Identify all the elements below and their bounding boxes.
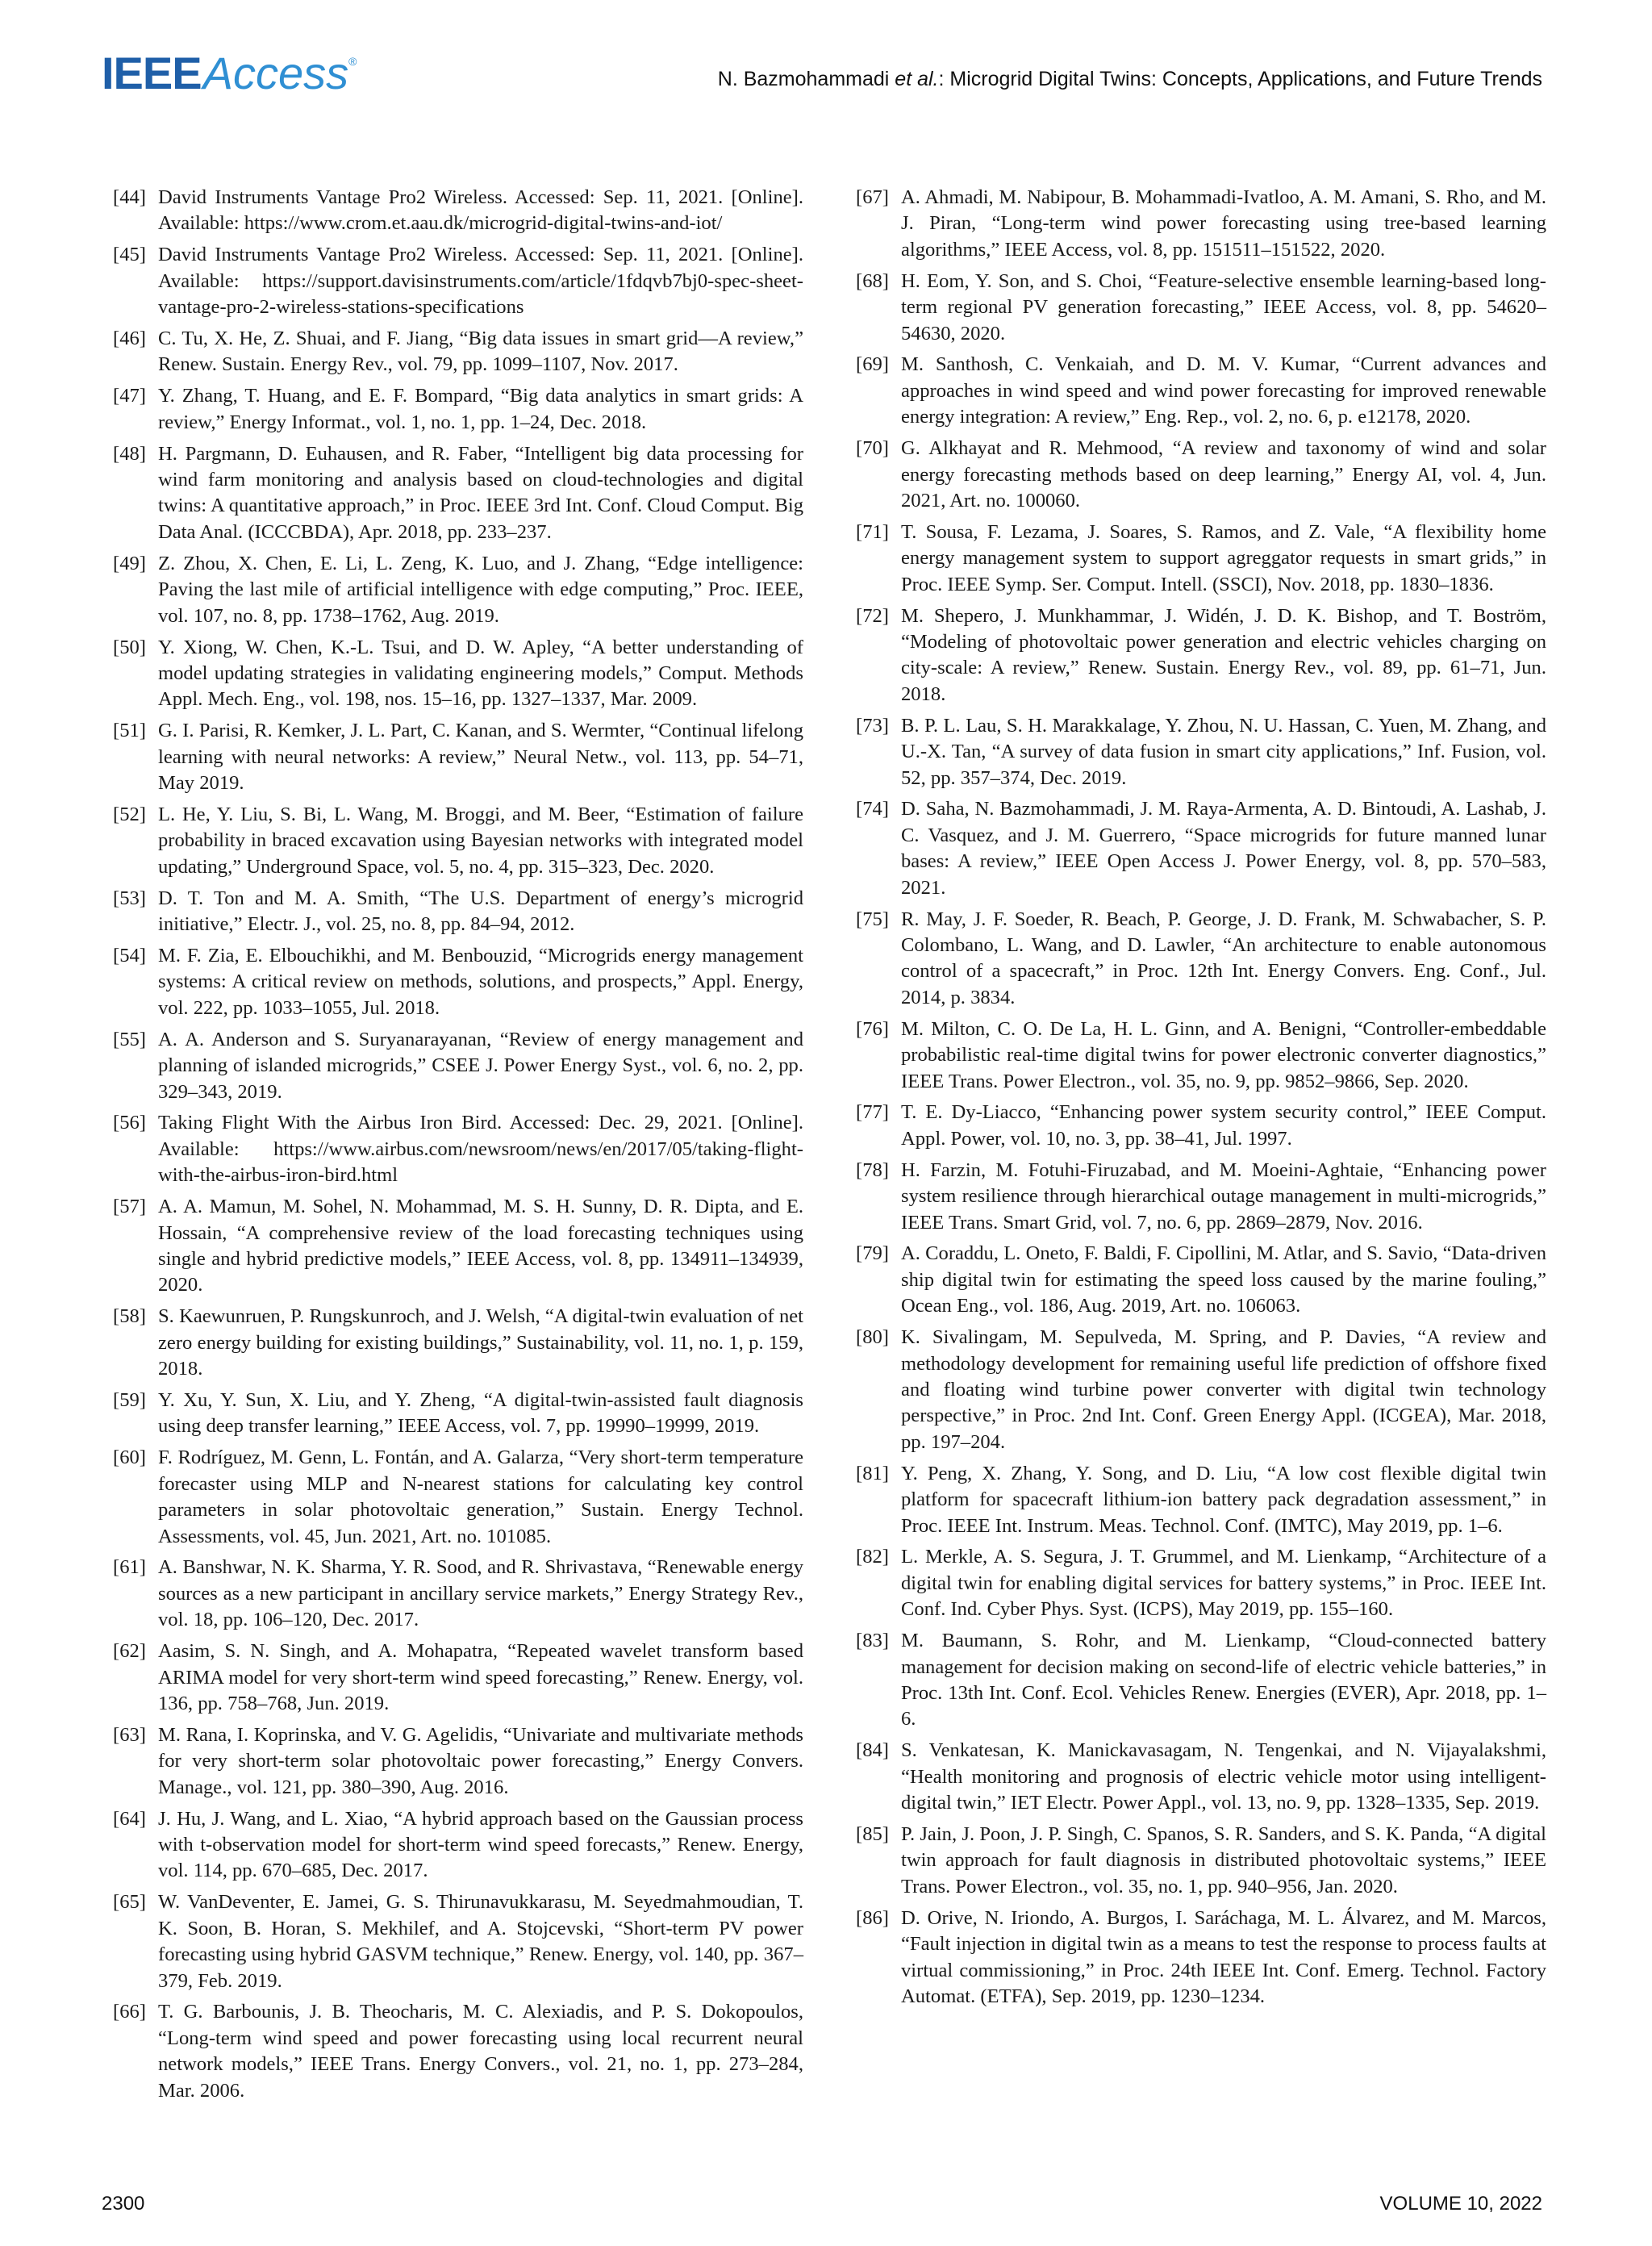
reference-text: Taking Flight With the Airbus Iron Bird. Accessed: Dec. 29, 2021. [Online]. Available: https://www.airbus.com/newsroom/news/en/2017/05/taking-flight-with-the-airbus-iron-bird.html	[158, 1112, 803, 1187]
reference-number: [68]	[856, 269, 889, 292]
reference-text: Y. Zhang, T. Huang, and E. F. Bompard, “Big data analytics in smart grids: A review,” Energy Informat., vol. 1, no. 1, pp. 1–24, Dec. 2018.	[158, 385, 803, 433]
reference-text: S. Kaewunruen, P. Rungskunroch, and J. Welsh, “A digital-twin evaluation of net zero energy building for existing buildings,” Sustainability, vol. 11, no. 1, p. 159, 2018.	[158, 1305, 803, 1380]
reference-text: B. P. L. Lau, S. H. Marakkalage, Y. Zhou, N. U. Hassan, C. Yuen, M. Zhang, and U.-X. Tan, “A survey of data fusion in smart city applications,” Inf. Fusion, vol. 52, pp. 357–374, Dec. 2019.	[901, 714, 1546, 789]
reference-entry	[856, 1241, 1546, 1319]
reference-number: [80]	[856, 1326, 889, 1349]
references-right-column	[856, 185, 1546, 2015]
reference-entry	[113, 886, 803, 938]
reference-entry	[113, 943, 803, 1021]
reference-entry	[113, 1388, 803, 1440]
reference-number: [79]	[856, 1242, 889, 1265]
reference-number: [57]	[113, 1196, 146, 1218]
reference-number: [71]	[856, 520, 889, 543]
reference-entry	[856, 1100, 1546, 1152]
volume-label: VOLUME 10, 2022	[1379, 2193, 1542, 2215]
reference-text: H. Pargmann, D. Euhausen, and R. Faber, “Intelligent big data processing for wind farm monitoring and analysis based on cloud-technologies and digital twins: A quantitative approach,” in Proc. IEEE 3rd Int. Conf. Cloud Comput. Big Data Anal. (ICCCBDA), Apr. 2018, pp. 233–237.	[158, 442, 803, 543]
reference-number: [62]	[113, 1640, 146, 1663]
reference-number: [58]	[113, 1305, 146, 1328]
running-head-etal: et al.	[895, 68, 939, 90]
reference-entry	[113, 1194, 803, 1299]
reference-text: K. Sivalingam, M. Sepulveda, M. Spring, and P. Davies, “A review and methodology development for remaining useful life prediction of offshore fixed and floating wind turbine power converter with digital twin technology perspective,” in Proc. 2nd Int. Conf. Green Energy Appl. (ICGEA), Mar. 2018, pp. 197–204.	[901, 1326, 1546, 1453]
reference-entry	[856, 1544, 1546, 1622]
reference-entry	[856, 185, 1546, 263]
page-header	[0, 0, 1652, 129]
reference-number: [66]	[113, 2001, 146, 2023]
reference-entry	[856, 520, 1546, 598]
reference-text: T. G. Barbounis, J. B. Theocharis, M. C. Alexiadis, and P. S. Dokopoulos, “Long-term wind speed and power forecasting using local recurrent neural network models,” IEEE Trans. Energy Convers., vol. 21, no. 1, pp. 273–284, Mar. 2006.	[158, 2001, 803, 2102]
reference-entry	[856, 1158, 1546, 1236]
reference-text: S. Venkatesan, K. Manickavasagam, N. Tengenkai, and N. Vijayalakshmi, “Health monitoring and prognosis of electric vehicle motor using intelligent-digital twin,” IET Electr. Power Appl., vol. 13, no. 9, pp. 1328–1335, Sep. 2019.	[901, 1739, 1546, 1814]
reference-entry	[113, 1445, 803, 1550]
reference-text: J. Hu, J. Wang, and L. Xiao, “A hybrid approach based on the Gaussian process with t-observation model for short-term wind speed forecasts,” Renew. Energy, vol. 114, pp. 670–685, Dec. 2017.	[158, 1807, 803, 1882]
reference-number: [73]	[856, 714, 889, 737]
reference-entry	[113, 441, 803, 546]
reference-text: P. Jain, J. Poon, J. P. Singh, C. Spanos, S. R. Sanders, and S. K. Panda, “A digital twin approach for fault diagnosis in distributed photovoltaic systems,” IEEE Trans. Power Electron., vol. 35, no. 1, pp. 940–956, Jan. 2020.	[901, 1822, 1546, 1897]
reference-entry	[113, 1639, 803, 1717]
reference-entry	[113, 1304, 803, 1382]
reference-entry	[113, 1110, 803, 1188]
reference-number: [64]	[113, 1807, 146, 1830]
reference-entry	[113, 1806, 803, 1885]
reference-text: M. Shepero, J. Munkhammar, J. Widén, J. D. K. Bishop, and T. Boström, “Modeling of photovoltaic power generation and electric vehicles charging on city-scale: A review,” Renew. Sustain. Energy Rev., vol. 89, pp. 61–71, Jun. 2018.	[901, 604, 1546, 705]
reference-entry	[113, 551, 803, 629]
reference-number: [69]	[856, 353, 889, 376]
reference-text: A. Coraddu, L. Oneto, F. Baldi, F. Cipollini, M. Atlar, and S. Savio, “Data-driven ship digital twin for estimating the speed loss caused by the marine fouling,” Ocean Eng., vol. 186, Aug. 2019, Art. no. 106063.	[901, 1242, 1546, 1317]
reference-text: D. T. Ton and M. A. Smith, “The U.S. Department of energy’s microgrid initiative,” Electr. J., vol. 25, no. 8, pp. 84–94, 2012.	[158, 887, 803, 936]
running-head	[718, 68, 1542, 91]
reference-text: D. Orive, N. Iriondo, A. Burgos, I. Saráchaga, M. L. Álvarez, and M. Marcos, “Fault injection in digital twin as a means to test the response to process faults at virtual commissioning,” in Proc. 24th IEEE Int. Conf. Emerg. Technol. Factory Automat. (ETFA), Sep. 2019, pp. 1230–1234.	[901, 1906, 1546, 2007]
reference-text: M. Milton, C. O. De La, H. L. Ginn, and A. Benigni, “Controller-embeddable probabilistic real-time digital twins for power electronic converter diagnostics,” IEEE Trans. Power Electron., vol. 35, no. 9, pp. 9852–9866, Sep. 2020.	[901, 1017, 1546, 1092]
reference-entry	[113, 635, 803, 713]
reference-text: W. VanDeventer, E. Jamei, G. S. Thirunavukkarasu, M. Seyedmahmoudian, T. K. Soon, B. Horan, S. Mekhilef, and A. Stojcevski, “Short-term PV power forecasting using hybrid GASVM technique,” Renew. Energy, vol. 140, pp. 367–379, Feb. 2019.	[158, 1891, 803, 1992]
reference-entry	[113, 1722, 803, 1801]
reference-number: [47]	[113, 385, 146, 407]
reference-entry	[856, 1017, 1546, 1095]
reference-number: [75]	[856, 908, 889, 930]
reference-entry	[856, 269, 1546, 347]
reference-entry	[113, 1889, 803, 1994]
reference-text: Aasim, S. N. Singh, and A. Mohapatra, “Repeated wavelet transform based ARIMA model for very short-term wind speed forecasting,” Renew. Energy, vol. 136, pp. 758–768, Jun. 2019.	[158, 1640, 803, 1714]
reference-number: [83]	[856, 1630, 889, 1652]
reference-entry	[113, 185, 803, 237]
reference-number: [59]	[113, 1388, 146, 1411]
reference-number: [49]	[113, 552, 146, 574]
reference-entry	[856, 907, 1546, 1012]
reference-text: M. Baumann, S. Rohr, and M. Lienkamp, “Cloud-connected battery management for decision making on second-life of electric vehicle batteries,” in Proc. 13th Int. Conf. Ecol. Vehicles Renew. Energies (EVER), Apr. 2018, pp. 1–6.	[901, 1630, 1546, 1730]
reference-number: [78]	[856, 1158, 889, 1181]
logo-access-text: Access	[202, 48, 349, 98]
reference-text: L. He, Y. Liu, S. Bi, L. Wang, M. Broggi, and M. Beer, “Estimation of failure probability in braced excavation using Bayesian networks with integrated model updating,” Underground Space, vol. 5, no. 4, pp. 315–323, Dec. 2020.	[158, 803, 803, 878]
ieee-access-logo	[102, 47, 357, 98]
reference-number: [72]	[856, 604, 889, 627]
reference-number: [70]	[856, 437, 889, 460]
reference-text: M. F. Zia, E. Elbouchikhi, and M. Benbouzid, “Microgrids energy management systems: A critical review on methods, solutions, and prospects,” Appl. Energy, vol. 222, pp. 1033–1055, Jul. 2018.	[158, 944, 803, 1019]
reference-text: L. Merkle, A. S. Segura, J. T. Grummel, and M. Lienkamp, “Architecture of a digital twin for enabling digital services for battery systems,” in Proc. IEEE Int. Conf. Ind. Cyber Phys. Syst. (ICPS), May 2019, pp. 155–160.	[901, 1546, 1546, 1621]
reference-entry	[856, 1461, 1546, 1539]
registered-mark: ®	[348, 55, 357, 68]
reference-number: [44]	[113, 186, 146, 208]
reference-number: [46]	[113, 328, 146, 350]
reference-entry	[856, 1325, 1546, 1455]
reference-text: Y. Xu, Y. Sun, X. Liu, and Y. Zheng, “A digital-twin-assisted fault diagnosis using deep transfer learning,” IEEE Access, vol. 7, pp. 19990–19999, 2019.	[158, 1388, 803, 1438]
reference-entry	[856, 713, 1546, 791]
reference-entry	[113, 326, 803, 378]
reference-entry	[856, 1822, 1546, 1900]
reference-number: [45]	[113, 244, 146, 266]
reference-number: [85]	[856, 1822, 889, 1845]
reference-number: [55]	[113, 1028, 146, 1050]
reference-text: A. Banshwar, N. K. Sharma, Y. R. Sood, and R. Shrivastava, “Renewable energy sources as a new participant in ancillary service markets,” Energy Strategy Rev., vol. 18, pp. 106–120, Dec. 2017.	[158, 1556, 803, 1631]
reference-number: [84]	[856, 1739, 889, 1762]
reference-text: David Instruments Vantage Pro2 Wireless. Accessed: Sep. 11, 2021. [Online]. Available: https://www.crom.et.aau.dk/microgrid-digital-twins-and-iot/	[158, 186, 803, 235]
reference-entry	[113, 242, 803, 320]
reference-text: T. Sousa, F. Lezama, J. Soares, S. Ramos, and Z. Vale, “A flexibility home energy management system to support agreggator requests in smart grids,” in Proc. IEEE Symp. Ser. Comput. Intell. (SSCI), Nov. 2018, pp. 1830–1836.	[901, 520, 1546, 595]
reference-text: David Instruments Vantage Pro2 Wireless. Accessed: Sep. 11, 2021. [Online]. Available: https://support.davisinstruments.com/article/1fdqvb7bj0-spec-sheet-vantage-pro-2-wireless-stations-specifications	[158, 244, 803, 319]
reference-text: A. Ahmadi, M. Nabipour, B. Mohammadi-Ivatloo, A. M. Amani, S. Rho, and M. J. Piran, “Long-term wind power forecasting using tree-based learning algorithms,” IEEE Access, vol. 8, pp. 151511–151522, 2020.	[901, 186, 1546, 261]
reference-number: [82]	[856, 1546, 889, 1568]
reference-entry	[856, 1738, 1546, 1816]
reference-entry	[856, 436, 1546, 514]
reference-text: T. E. Dy-Liacco, “Enhancing power system security control,” IEEE Comput. Appl. Power, vol. 10, no. 3, pp. 38–41, Jul. 1997.	[901, 1101, 1546, 1150]
reference-text: A. A. Anderson and S. Suryanarayanan, “Review of energy management and planning of islanded microgrids,” CSEE J. Power Energy Syst., vol. 6, no. 2, pp. 329–343, 2019.	[158, 1028, 803, 1103]
reference-text: R. May, J. F. Soeder, R. Beach, P. George, J. D. Frank, M. Schwabacher, S. P. Colombano, L. Wang, and D. Lawler, “An architecture to enable autonomous control of a spacecraft,” in Proc. 12th Int. Energy Convers. Eng. Conf., Jul. 2014, p. 3834.	[901, 908, 1546, 1008]
reference-entry	[856, 796, 1546, 901]
reference-number: [60]	[113, 1447, 146, 1469]
reference-entry	[856, 1628, 1546, 1733]
reference-entry	[113, 1027, 803, 1105]
reference-text: C. Tu, X. He, Z. Shuai, and F. Jiang, “Big data issues in smart grid—A review,” Renew. Sustain. Energy Rev., vol. 79, pp. 1099–1107, Nov. 2017.	[158, 328, 803, 376]
reference-number: [61]	[113, 1556, 146, 1579]
references-left-column	[113, 185, 803, 2110]
reference-entry	[113, 1999, 803, 2104]
running-head-title: : Microgrid Digital Twins: Concepts, Applications, and Future Trends	[938, 68, 1542, 90]
reference-text: D. Saha, N. Bazmohammadi, J. M. Raya-Armenta, A. D. Bintoudi, A. Lashab, J. C. Vasquez, and J. M. Guerrero, “Space microgrids for future manned lunar bases: A review,” IEEE Open Access J. Power Energy, vol. 8, pp. 570–583, 2021.	[901, 798, 1546, 899]
reference-text: A. A. Mamun, M. Sohel, N. Mohammad, M. S. H. Sunny, D. R. Dipta, and E. Hossain, “A comprehensive review of the load forecasting techniques using single and hybrid predictive models,” IEEE Access, vol. 8, pp. 134911–134939, 2020.	[158, 1196, 803, 1296]
reference-number: [48]	[113, 442, 146, 465]
reference-number: [86]	[856, 1906, 889, 1929]
reference-text: Z. Zhou, X. Chen, E. Li, L. Zeng, K. Luo, and J. Zhang, “Edge intelligence: Paving the last mile of artificial intelligence with edge computing,” Proc. IEEE, vol. 107, no. 8, pp. 1738–1762, Aug. 2019.	[158, 552, 803, 627]
reference-number: [51]	[113, 720, 146, 742]
reference-number: [67]	[856, 186, 889, 208]
reference-number: [53]	[113, 887, 146, 909]
reference-entry	[856, 352, 1546, 430]
reference-entry	[856, 603, 1546, 708]
reference-text: Y. Xiong, W. Chen, K.-L. Tsui, and D. W. Apley, “A better understanding of model updating strategies in validating engineering models,” Comput. Methods Appl. Mech. Eng., vol. 198, nos. 15–16, pp. 1327–1337, Mar. 2009.	[158, 636, 803, 711]
reference-number: [52]	[113, 803, 146, 825]
reference-number: [50]	[113, 636, 146, 658]
reference-number: [54]	[113, 944, 146, 966]
reference-text: H. Farzin, M. Fotuhi-Firuzabad, and M. Moeini-Aghtaie, “Enhancing power system resilience through hierarchical outage management in multi-microgrids,” IEEE Trans. Smart Grid, vol. 7, no. 6, pp. 2869–2879, Nov. 2016.	[901, 1158, 1546, 1234]
reference-number: [56]	[113, 1112, 146, 1134]
running-head-authors: N. Bazmohammadi	[717, 68, 895, 90]
reference-entry	[113, 802, 803, 880]
reference-entry	[113, 718, 803, 796]
reference-entry	[856, 1906, 1546, 2010]
reference-text: F. Rodríguez, M. Genn, L. Fontán, and A. Galarza, “Very short-term temperature forecaster using MLP and N-nearest stations for calculating key control parameters in solar photovoltaic generation,” Sustain. Energy Technol. Assessments, vol. 45, Jun. 2021, Art. no. 101085.	[158, 1447, 803, 1547]
reference-number: [81]	[856, 1462, 889, 1484]
reference-entry	[113, 1555, 803, 1633]
reference-text: M. Rana, I. Koprinska, and V. G. Agelidis, “Univariate and multivariate methods for very short-term solar photovoltaic power forecasting,” Energy Convers. Manage., vol. 121, pp. 380–390, Aug. 2016.	[158, 1723, 803, 1798]
reference-text: G. Alkhayat and R. Mehmood, “A review and taxonomy of wind and solar energy forecasting methods based on deep learning,” Energy AI, vol. 4, Jun. 2021, Art. no. 100060.	[901, 437, 1546, 511]
reference-text: H. Eom, Y. Son, and S. Choi, “Feature-selective ensemble learning-based long-term regional PV generation forecasting,” IEEE Access, vol. 8, pp. 54620–54630, 2020.	[901, 269, 1546, 344]
reference-number: [77]	[856, 1101, 889, 1124]
reference-text: G. I. Parisi, R. Kemker, J. L. Part, C. Kanan, and S. Wermter, “Continual lifelong learning with neural networks: A review,” Neural Netw., vol. 113, pp. 54–71, May 2019.	[158, 720, 803, 795]
reference-number: [63]	[113, 1723, 146, 1746]
reference-number: [76]	[856, 1017, 889, 1040]
reference-number: [74]	[856, 798, 889, 820]
logo-ieee-text: IEEE	[102, 48, 202, 98]
page-number: 2300	[102, 2193, 145, 2215]
reference-number: [65]	[113, 1891, 146, 1914]
reference-text: Y. Peng, X. Zhang, Y. Song, and D. Liu, “A low cost flexible digital twin platform for spacecraft lithium-ion battery pack degradation assessment,” in Proc. IEEE Int. Instrum. Meas. Technol. Conf. (IMTC), May 2019, pp. 1–6.	[901, 1462, 1546, 1537]
reference-entry	[113, 383, 803, 436]
reference-text: M. Santhosh, C. Venkaiah, and D. M. V. Kumar, “Current advances and approaches in wind speed and wind power forecasting for improved renewable energy integration: A review,” Eng. Rep., vol. 2, no. 6, p. e12178, 2020.	[901, 353, 1546, 428]
